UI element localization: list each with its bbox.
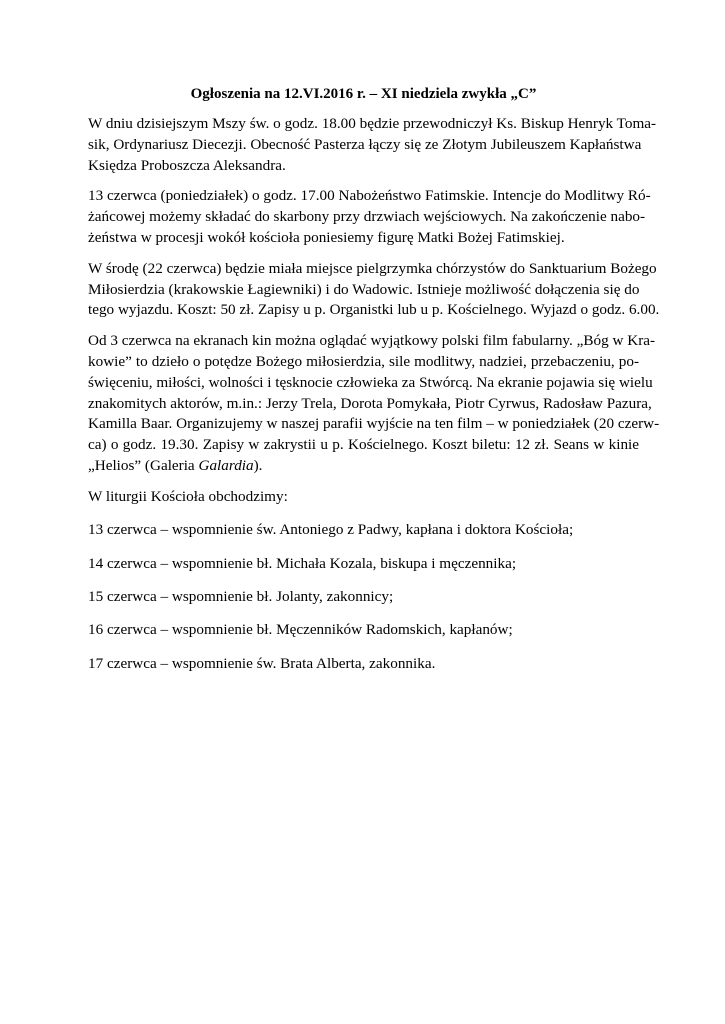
text-line: żeństwa w procesji wokół kościoła poniesiemy figurę Matki Bożej Fatimskiej.	[88, 228, 565, 246]
announcement-choir-pilgrimage	[88, 259, 660, 321]
text-line: Księdza Proboszcza Aleksandra.	[88, 156, 286, 174]
gallery-name: Galardia	[198, 456, 254, 474]
text-line: żańcowej możemy składać do skarbony przy drzwiach wejściowych. Na zakończenie nabo-	[88, 208, 646, 226]
text-fragment: „Helios” (Galeria	[88, 456, 199, 474]
announcement-film	[88, 331, 660, 477]
text-line: kowie” to dzieło o potędze Bożego miłosierdzia, sile modlitwy, nadziei, przebaczeniu, po-	[88, 352, 639, 370]
liturgy-item: 14 czerwca – wspomnienie bł. Michała Kozala, biskupa i męczennika;	[88, 554, 517, 572]
liturgy-item: 16 czerwca – wspomnienie bł. Męczenników Radomskich, kapłanów;	[88, 621, 513, 639]
announcement-bishop-mass	[88, 114, 657, 176]
text-line: Od 3 czerwca na ekranach kin można oglądać wyjątkowy polski film fabularny. „Bóg w Kra-	[88, 332, 656, 350]
announcement-fatima-service	[88, 186, 651, 248]
text-line: ca) o godz. 19.30. Zapisy w zakrystii u p. Kościelnego. Koszt biletu: 12 zł. Seans w kinie	[88, 436, 639, 454]
text-line: Miłosierdzia (krakowskie Łagiewniki) i do Wadowic. Istnieje możliwość dołączenia się do	[88, 280, 640, 298]
document-title: Ogłoszenia na 12.VI.2016 r. – XI niedziela zwykła „C”	[190, 86, 537, 102]
text-line: tego wyjazdu. Koszt: 50 zł. Zapisy u p. Organistki lub u p. Kościelnego. Wyjazd o godz. 6.00.	[88, 301, 660, 319]
text-line: 13 czerwca (poniedziałek) o godz. 17.00 Nabożeństwo Fatimskie. Intencje do Modlitwy Ró-	[88, 187, 651, 205]
text-line: znakomitych aktorów, m.in.: Jerzy Trela, Dorota Pomykała, Piotr Cyrwus, Radosław Pazura,	[88, 394, 652, 412]
text-line: Kamilla Baar. Organizujemy w naszej parafii wyjście na ten film – w poniedziałek (20 czerw-	[88, 415, 660, 433]
text-line: W dniu dzisiejszym Mszy św. o godz. 18.00 będzie przewodniczył Ks. Biskup Henryk Toma-	[88, 115, 657, 132]
liturgy-item: 13 czerwca – wspomnienie św. Antoniego z Padwy, kapłana i doktora Kościoła;	[88, 521, 574, 539]
liturgy-item: 15 czerwca – wspomnienie bł. Jolanty, zakonnicy;	[88, 587, 394, 605]
text-fragment: ).	[253, 456, 263, 474]
text-line: święceniu, miłości, wolności i tęsknocie człowieka za Stwórcą. Na ekranie pojawia się wielu	[88, 373, 653, 391]
liturgy-intro: W liturgii Kościoła obchodzimy:	[88, 487, 288, 505]
document-page	[88, 84, 660, 687]
text-line: sik, Ordynariusz Diecezji. Obecność Pasterza łączy się ze Złotym Jubileuszem Kapłaństwa	[88, 135, 642, 153]
text-line-last	[88, 456, 639, 477]
text-line: W środę (22 czerwca) będzie miała miejsce pielgrzymka chórzystów do Sanktuarium Bożego	[88, 259, 657, 277]
liturgy-item: 17 czerwca – wspomnienie św. Brata Alberta, zakonnika.	[88, 654, 436, 672]
